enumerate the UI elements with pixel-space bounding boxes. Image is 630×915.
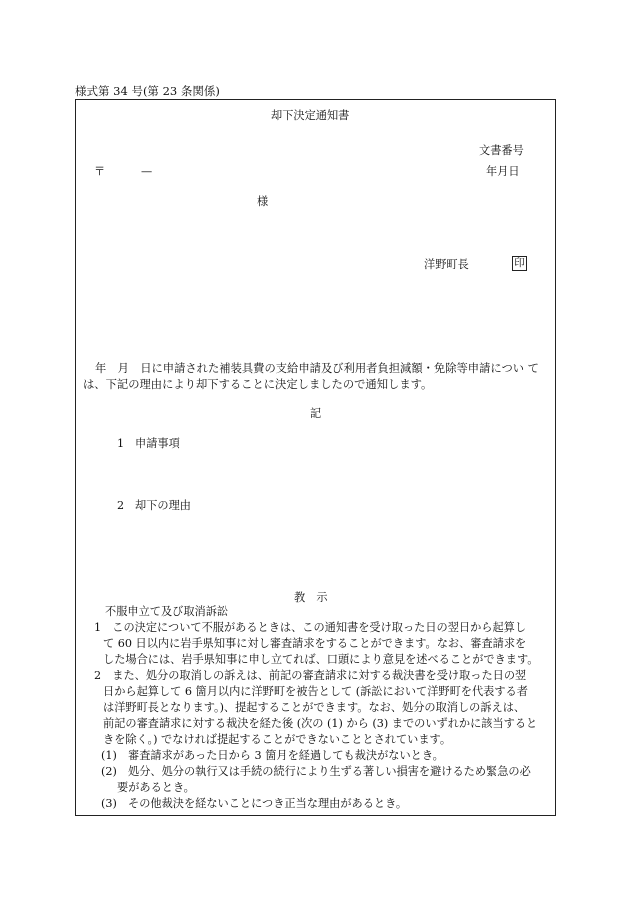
item-1-number: 1 (117, 437, 125, 450)
notice-line-11: 要があるとき。 (117, 781, 195, 794)
seal-stamp: 印 (512, 256, 527, 271)
notice-title: 教 示 (294, 591, 328, 604)
body-line-2: は、下記の理由により却下することに決定しましたので通知します。 (83, 378, 433, 391)
notice-line-3: した場合には、岩手県知事に申し立てれば、口頭により意見を述べることができます。 (103, 653, 539, 666)
postal-dash: — (141, 165, 153, 178)
notice-line-7: 前記の審査請求に対する裁決を経た後 (次の (1) から (3) までのいずれかに該当すると (103, 717, 538, 730)
document-title: 却下決定通知書 (271, 109, 350, 122)
document-number-label: 文書番号 (479, 144, 524, 157)
item-1-label: 申請事項 (135, 437, 180, 450)
item-2-label: 却下の理由 (135, 499, 191, 512)
notice-line-8: きを除く。) でなければ提起することができないこととされています。 (103, 733, 452, 746)
notice-line-9: (1) 審査請求があった日から 3 箇月を経過しても裁決がないとき。 (101, 749, 444, 762)
postal-mark: 〒 (94, 165, 106, 178)
notice-line-10: (2) 処分、処分の執行又は手続の続行により生ずる著しい損害を避けるため緊急の必 (101, 765, 531, 778)
date-label: 年月日 (486, 165, 520, 178)
notice-line-5: 日から起算して 6 箇月以内に洋野町を被告として (訴訟において洋野町を代表する者 (103, 685, 528, 698)
notice-line-1: 1 この決定について不服があるときは、この通知書を受け取った日の翌日から起算し (94, 621, 527, 634)
notice-line-12: (3) その他裁決を経ないことにつき正当な理由があるとき。 (101, 797, 408, 810)
notice-line-6: は洋野町長となります。)、提起することができます。なお、処分の取消しの訴えは、 (103, 701, 526, 714)
notice-line-2: て 60 日以内に岩手県知事に対し審査請求をすることができます。なお、審査請求を (103, 637, 527, 650)
sender-name: 洋野町長 (424, 258, 469, 271)
addressee-honorific: 様 (257, 195, 269, 208)
item-2-number: 2 (117, 499, 125, 512)
notice-line-4: 2 また、処分の取消しの訴えは、前記の審査請求に対する裁決書を受け取った日の翌 (94, 669, 527, 682)
notice-subtitle: 不服申立て及び取消訴訟 (105, 605, 229, 618)
body-line-1: 年 月 日に申請された補装具費の支給申請及び利用者負担減額・免除等申請につい て (95, 362, 539, 375)
form-label: 様式第 34 号(第 23 条関係) (75, 84, 220, 98)
record-label: 記 (310, 407, 322, 420)
